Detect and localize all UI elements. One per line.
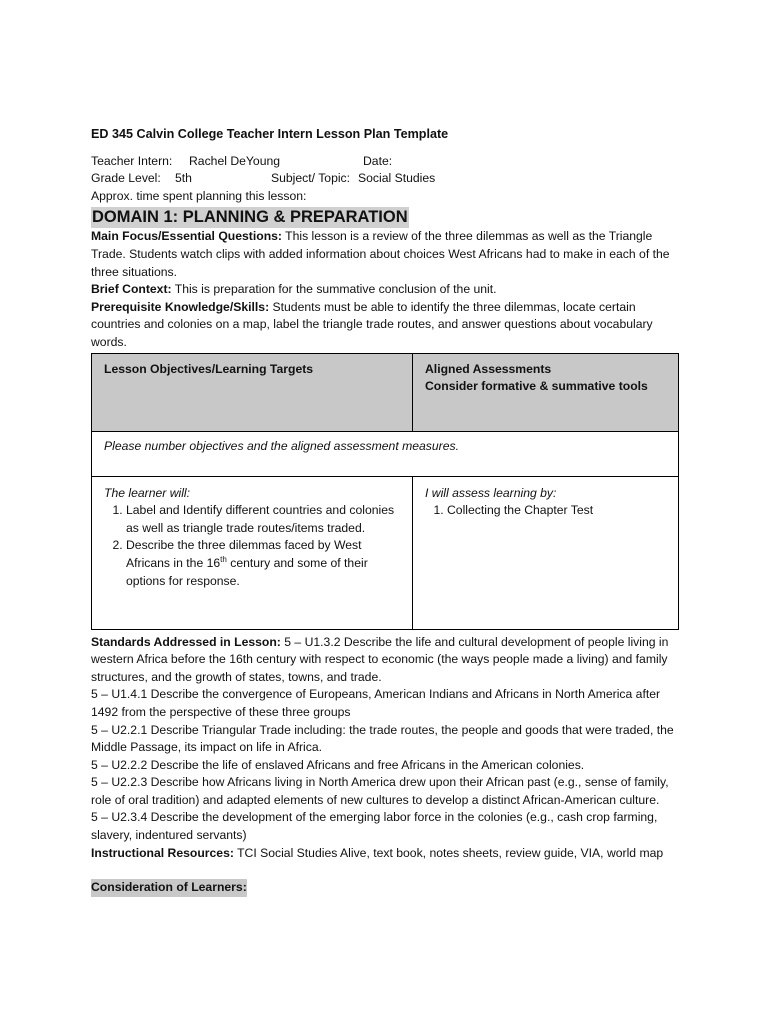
standard-1: Standards Addressed in Lesson: 5 – U1.3.2 Describe the life and cultural development of people living in western Africa before the 16th century with respect to economic (the ways people made a living) and family structures, and the growth of states, towns, and trade. — [91, 634, 669, 684]
standard-6: 5 – U2.3.4 Describe the development of the emerging labor force in the colonies (e.g., cash crop farming, slavery, indentured servants) — [91, 810, 658, 843]
objectives-header-cell — [92, 353, 413, 431]
lesson-plan — [91, 126, 681, 897]
objectives-header-row — [92, 353, 679, 431]
standards-section — [91, 634, 681, 863]
assessments-list — [425, 502, 666, 520]
objectives-list — [104, 502, 400, 590]
standard-2: 5 – U1.4.1 Describe the convergence of Europeans, American Indians and Africans in North America after 1492 from the perspective of these three groups — [91, 687, 661, 719]
domain-heading: DOMAIN 1: PLANNING & PREPARATION — [92, 208, 408, 227]
planning-time-label: Approx. time spent planning this lesson: — [91, 188, 307, 203]
learner-will-label: The learner will: — [104, 485, 191, 500]
standard-3: 5 – U2.2.1 Describe Triangular Trade including: the trade routes, the people and goods that were traded, the Middle Passage, its impact on life in Africa. — [91, 722, 674, 755]
instruction-cell — [92, 431, 679, 476]
brief-context-text: This is preparation for the summative conclusion of the unit. — [171, 282, 497, 297]
teacher-intern-row — [91, 153, 681, 171]
teacher-intern-value: Rachel DeYoung — [189, 153, 281, 168]
grade-value: 5th — [175, 171, 192, 186]
assessments-header: Aligned Assessments — [425, 361, 552, 376]
instruction-row — [92, 431, 679, 476]
objectives-table — [91, 353, 679, 630]
assessment-item: 1. Collecting the Chapter Test — [447, 502, 666, 520]
brief-context — [91, 281, 681, 299]
main-focus — [91, 228, 681, 281]
grade-label: Grade Level: — [91, 171, 161, 186]
standards-label: Standards Addressed in Lesson: — [91, 634, 281, 649]
date-label: Date: — [363, 153, 393, 168]
resources-text: TCI Social Studies Alive, text book, notes sheets, review guide, VIA, world map — [233, 845, 664, 860]
assessments-subheader: Consider formative & summative tools — [425, 379, 648, 394]
main-focus-text: This lesson is a review of the three dilemmas as well as the Triangle Trade. Students watch clips with added information about choices West Africans had to make in each of the three situations. — [91, 229, 670, 279]
main-focus-label: Main Focus/Essential Questions: — [91, 229, 282, 244]
standard-5: 5 – U2.2.3 Describe how Africans living in North America drew upon their African past (e.g., sense of family, role of oral tradition) and adapted elements of new cultures to develop a distinct African-American culture. — [91, 775, 669, 807]
grade-subject-row — [91, 170, 681, 188]
objectives-header: Lesson Objectives/Learning Targets — [104, 361, 314, 376]
brief-context-label: Brief Context: — [91, 282, 172, 297]
instruction-text: Please number objectives and the aligned assessment measures. — [104, 438, 459, 453]
prerequisites-label: Prerequisite Knowledge/Skills: — [91, 299, 270, 314]
consideration-of-learners-heading: Consideration of Learners: — [91, 879, 247, 897]
prerequisites-text: Students must be able to identify the three dilemmas, locate certain countries and colonies on a map, label the triangle trade routes, and answer questions about vocabulary words. — [91, 299, 653, 349]
assessments-cell — [413, 476, 679, 629]
instructional-resources — [91, 845, 681, 863]
objective-item: 1. Label and Identify different countries and colonies as well as triangle trade routes/items traded. — [126, 502, 400, 537]
planning-time-row — [91, 188, 681, 206]
assessments-header-cell — [413, 353, 679, 431]
teacher-intern-label: Teacher Intern: — [91, 153, 173, 168]
standard-4: 5 – U2.2.2 Describe the life of enslaved Africans and free Africans in the American colonies. — [91, 757, 585, 772]
objectives-body-row — [92, 476, 679, 629]
assess-learning-label: I will assess learning by: — [425, 485, 557, 500]
subject-label: Subject/ Topic: — [271, 171, 351, 186]
objectives-cell — [92, 476, 413, 629]
prerequisites — [91, 299, 681, 352]
subject-value: Social Studies — [358, 171, 436, 186]
resources-label: Instructional Resources: — [91, 845, 234, 860]
objective-item: 2. Describe the three dilemmas faced by West Africans in the 16th century and some of their options for response. — [126, 537, 400, 590]
document-title: ED 345 Calvin College Teacher Intern Lesson Plan Template — [91, 127, 449, 141]
